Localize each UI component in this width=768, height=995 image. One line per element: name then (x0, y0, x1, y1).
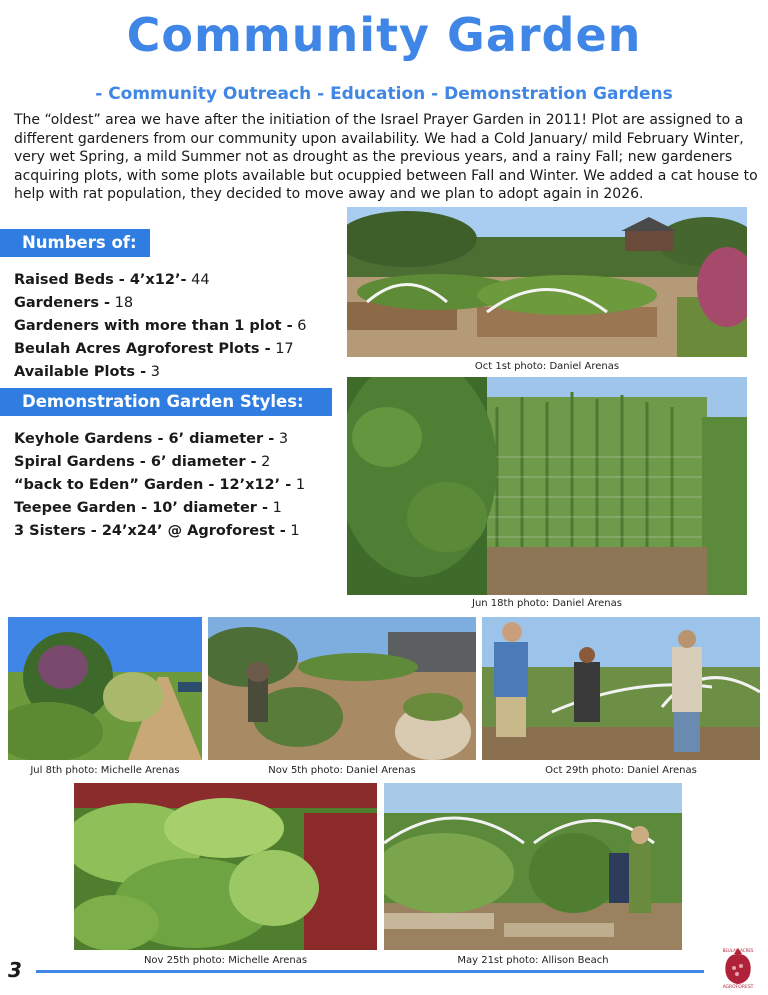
style-three-sisters: 3 Sisters - 24’x24’ @ Agroforest - 1 (14, 523, 300, 539)
caption-photo-4: Nov 5th photo: Daniel Arenas (268, 765, 416, 776)
page-number: 3 (8, 958, 22, 982)
agroforest-logo (716, 944, 760, 988)
numbers-list (14, 269, 344, 384)
stat-available-plots: Available Plots - 3 (14, 364, 160, 380)
logo-text-top: BEULAH ACRES (722, 948, 754, 953)
numbers-heading: Numbers of: (0, 229, 150, 257)
caption-photo-6: Nov 25th photo: Michelle Arenas (143, 955, 308, 966)
photo-raised-beds-gardeners (384, 783, 682, 950)
page-title: Community Garden (126, 8, 642, 62)
caption-photo-5: Oct 29th photo: Daniel Arenas (545, 765, 697, 776)
footer-divider (36, 970, 704, 973)
caption-photo-7: May 21st photo: Allison Beach (457, 955, 609, 966)
styles-list (14, 428, 344, 543)
stat-agroforest-plots: Beulah Acres Agroforest Plots - 17 (14, 341, 294, 357)
caption-photo-2: Jun 18th photo: Daniel Arenas (472, 598, 622, 609)
caption-photo-3: Jul 8th photo: Michelle Arenas (30, 765, 180, 776)
photo-keyhole-garden (208, 617, 476, 760)
intro-paragraph: The “oldest” area we have after the initiation of the Israel Prayer Garden in 2011! Plot are assigned to a different gardeners from our community upon availability. We had a Cold January/ mild February Winter, very wet Spring, a mild Summer not as drought as the previous years, and a rainy Fall; new gardeners acquiring plots, with some plots available but ocuppied between Fall and Winter. We added a cat house to help with rat population, they decided to move away and we plan to adopt again in 2026. (14, 112, 758, 202)
styles-heading: Demonstration Garden Styles: (0, 388, 332, 416)
style-keyhole: Keyhole Gardens - 6’ diameter - 3 (14, 431, 289, 447)
photo-garden-overview (347, 207, 747, 357)
photo-leafy-greens (74, 783, 377, 950)
stat-raised-beds: Raised Beds - 4’x12’- 44 (14, 272, 210, 288)
style-back-to-eden: “back to Eden” Garden - 12’x12’ - 1 (14, 477, 306, 493)
logo-text-bottom: AGROFOREST (722, 985, 754, 988)
stat-multi-plot-gardeners: Gardeners with more than 1 plot - 6 (14, 318, 307, 334)
style-spiral: Spiral Gardens - 6’ diameter - 2 (14, 454, 271, 470)
page-subtitle: - Community Outreach - Education - Demonstration Gardens (95, 84, 673, 104)
photo-garden-path (8, 617, 202, 760)
style-teepee: Teepee Garden - 10’ diameter - 1 (14, 500, 282, 516)
photo-corn-trellis (347, 377, 747, 595)
caption-photo-1: Oct 1st photo: Daniel Arenas (474, 361, 620, 372)
photo-gardeners-talking (482, 617, 760, 760)
stat-gardeners: Gardeners - 18 (14, 295, 134, 311)
